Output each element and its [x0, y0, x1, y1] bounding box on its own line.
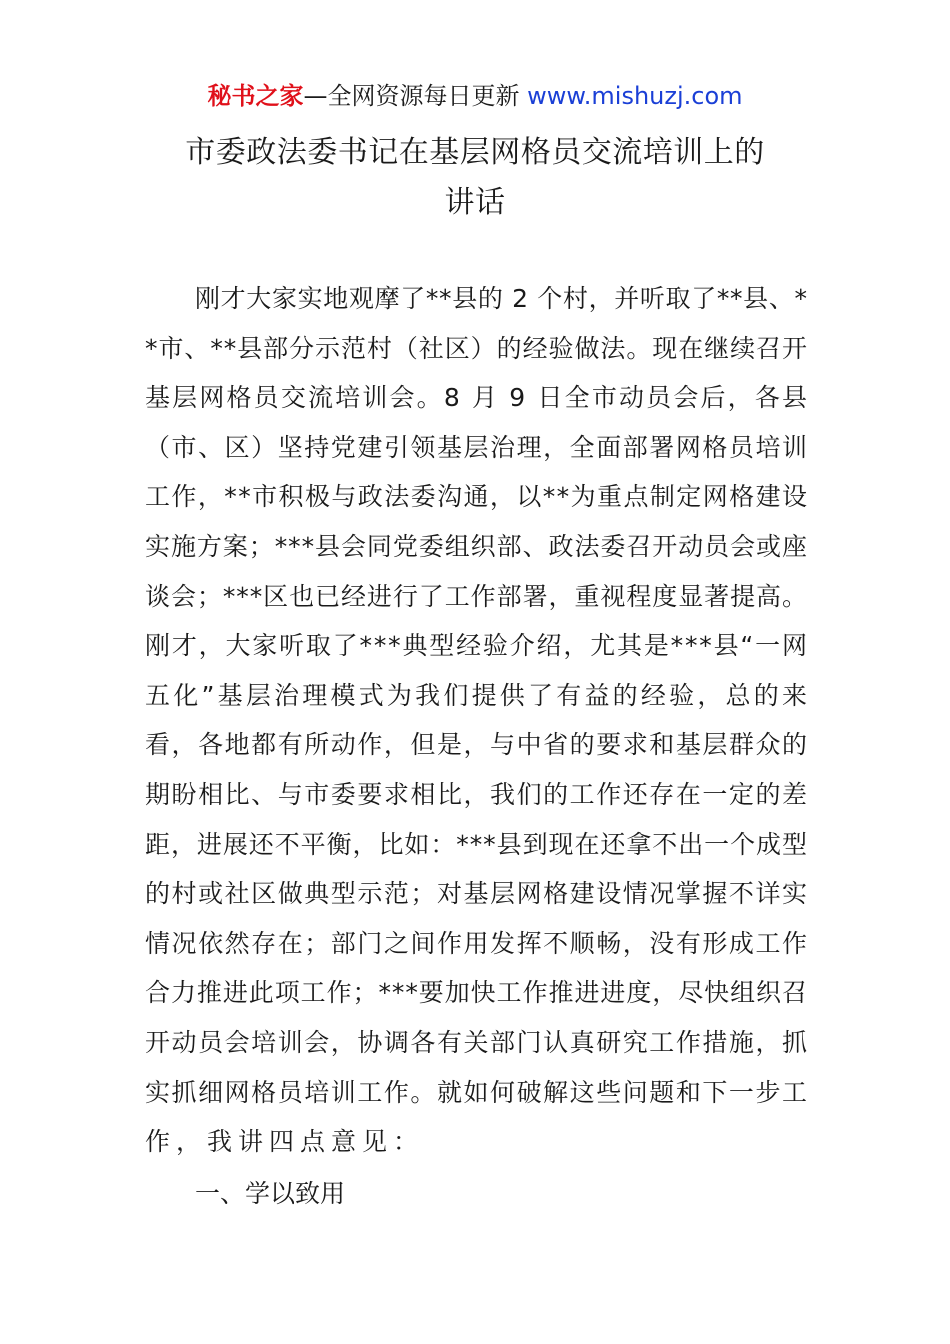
body-line: 基层网格员交流培训会。8 月 9 日全市动员会后，各县	[145, 383, 810, 413]
body-line: 期盼相比、与市委要求相比，我们的工作还存在一定的差	[145, 779, 809, 809]
body-line: 实抓细网格员培训工作。就如何破解这些问题和下一步工	[145, 1077, 809, 1107]
body-line: 合力推进此项工作；***要加快工作推进进度，尽快组织召	[145, 978, 808, 1008]
site-header	[0, 80, 950, 112]
body-line: 距，进展还不平衡，比如：***县到现在还拿不出一个成型	[145, 829, 808, 859]
body-paragraph	[145, 274, 811, 1167]
body-line: *市、**县部分示范村（社区）的经验做法。现在继续召开	[145, 333, 808, 363]
title-line-2: 讲话	[444, 185, 506, 220]
body-line: 情况依然存在；部门之间作用发挥不顺畅，没有形成工作	[145, 928, 809, 958]
body-line: （市、区）坚持党建引领基层治理，全面部署网格员培训	[145, 432, 809, 462]
body-line: 五化”基层治理模式为我们提供了有益的经验，总的来	[145, 680, 811, 710]
body-line: 实施方案；***县会同党委组织部、政法委召开动员会或座	[145, 531, 808, 561]
body-line: 看，各地都有所动作，但是，与中省的要求和基层群众的	[145, 730, 809, 760]
body-line: 谈会；***区也已经进行了工作部署，重视程度显著提高。	[145, 581, 808, 611]
body-line: 作，我讲四点意见：	[145, 1127, 425, 1157]
body-line: 刚才大家实地观摩了**县的 2 个村，并听取了**县、*	[195, 284, 808, 313]
header-tagline: —全网资源每日更新	[303, 82, 528, 110]
body-line: 开动员会培训会，协调各有关部门认真研究工作措施，抓	[145, 1027, 809, 1057]
brand-name: 秘书之家	[207, 82, 304, 110]
body-line: 工作，**市积极与政法委沟通，以**为重点制定网格建设	[145, 482, 809, 512]
site-url-link[interactable]: www.mishuzj.com	[527, 82, 743, 110]
body-line: 刚才，大家听取了***典型经验介绍，尤其是***县“一网	[145, 631, 809, 661]
body-line: 的村或社区做典型示范；对基层网格建设情况掌握不详实	[145, 879, 809, 909]
section-heading: 一、学以致用	[195, 1179, 346, 1208]
document-title	[0, 128, 950, 228]
title-line-1: 市委政法委书记在基层网格员交流培训上的	[185, 135, 765, 170]
